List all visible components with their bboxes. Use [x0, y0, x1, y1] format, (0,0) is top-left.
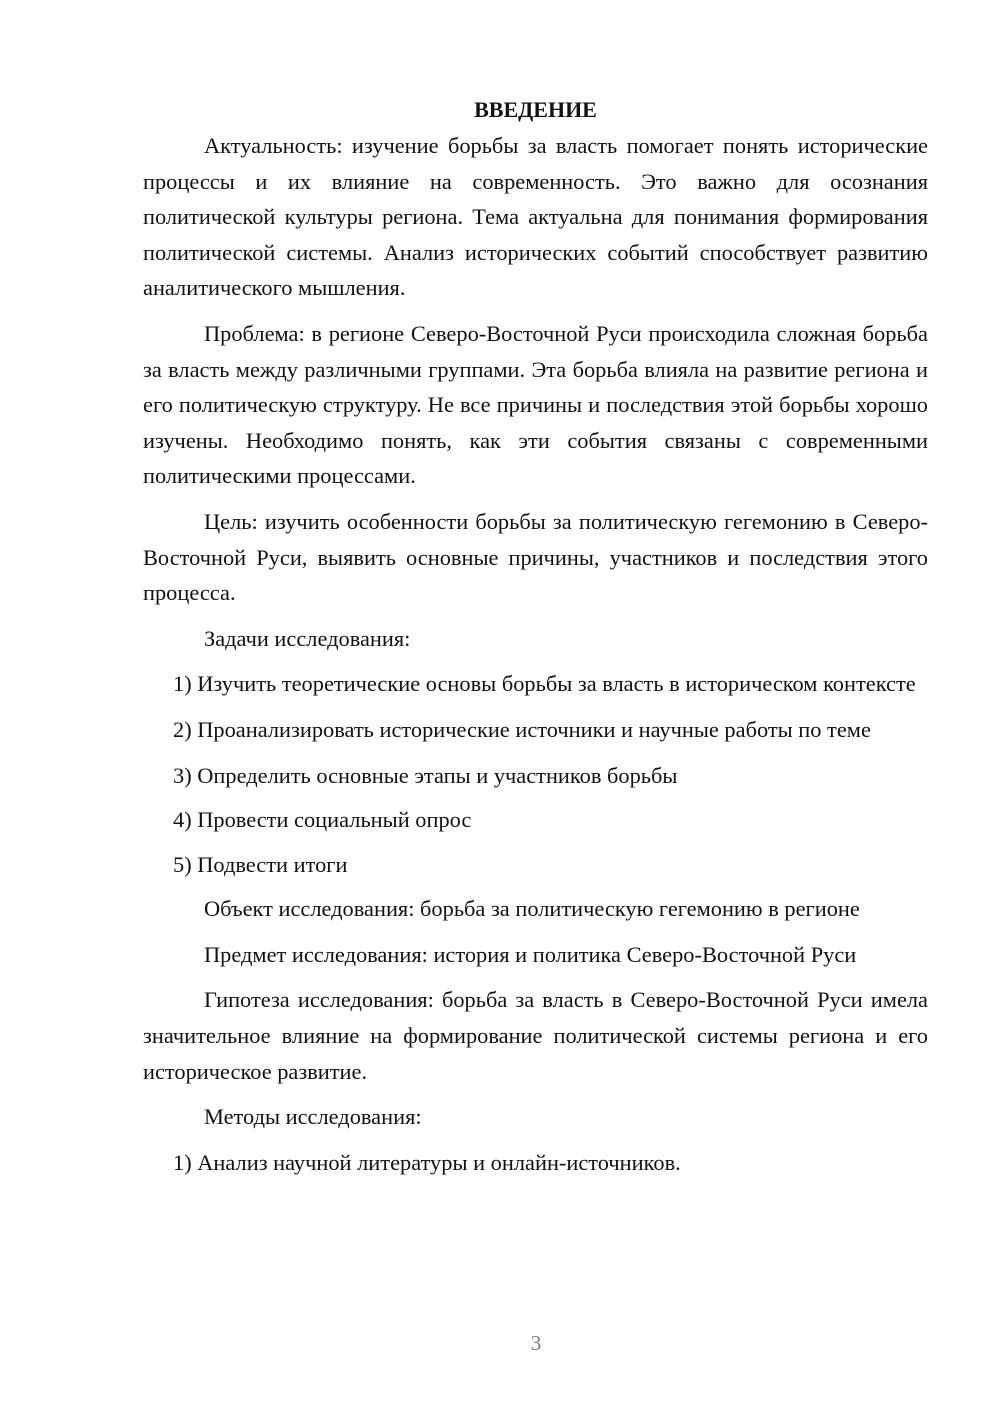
task-item: 2) Проанализировать исторические источники и научные работы по теме — [173, 716, 871, 742]
method-item: 1) Анализ научной литературы и онлайн-источников. — [173, 1149, 681, 1175]
page-body — [143, 92, 928, 1189]
problem-paragraph: Проблема: в регионе Северо-Восточной Руси происходила сложная борьба за власть между различными группами. Эта борьба влияла на развитие региона и его политическую структуру. Не все причины и последствия этой борьбы хорошо изучены. Необходимо понять, как эти события связаны с современными политическими процессами. — [143, 320, 928, 489]
task-item: 1) Изучить теоретические основы борьбы за власть в историческом контексте — [173, 671, 916, 697]
relevance-paragraph: Актуальность: изучение борьбы за власть помогает понять исторические процессы и их влияние на современность. Это важно для осознания политической культуры региона. Тема актуальна для понимания формирования политической системы. Анализ исторических событий способствует развитию аналитического мышления. — [143, 133, 928, 301]
goal-paragraph: Цель: изучить особенности борьбы за политическую гегемонию в Северо-Восточной Руси, выявить основные причины, участников и последствия этого процесса. — [143, 508, 928, 606]
methods-heading: Методы исследования: — [204, 1104, 422, 1130]
hypothesis-paragraph: Гипотеза исследования: борьба за власть в Северо-Восточной Руси имела значительное влияние на формирование политической системы региона и его историческое развитие. — [143, 987, 928, 1084]
task-item: 5) Подвести итоги — [173, 851, 348, 877]
object-paragraph: Объект исследования: борьба за политическую гегемонию в регионе — [204, 896, 860, 922]
task-item: 4) Провести социальный опрос — [173, 807, 472, 833]
tasks-heading: Задачи исследования: — [204, 625, 411, 651]
task-item: 3) Определить основные этапы и участников борьбы — [173, 762, 678, 788]
subject-paragraph: Предмет исследования: история и политика Северо-Восточной Руси — [204, 941, 857, 967]
page-number: 3 — [530, 1331, 542, 1355]
page-title: ВВЕДЕНИЕ — [474, 97, 597, 122]
